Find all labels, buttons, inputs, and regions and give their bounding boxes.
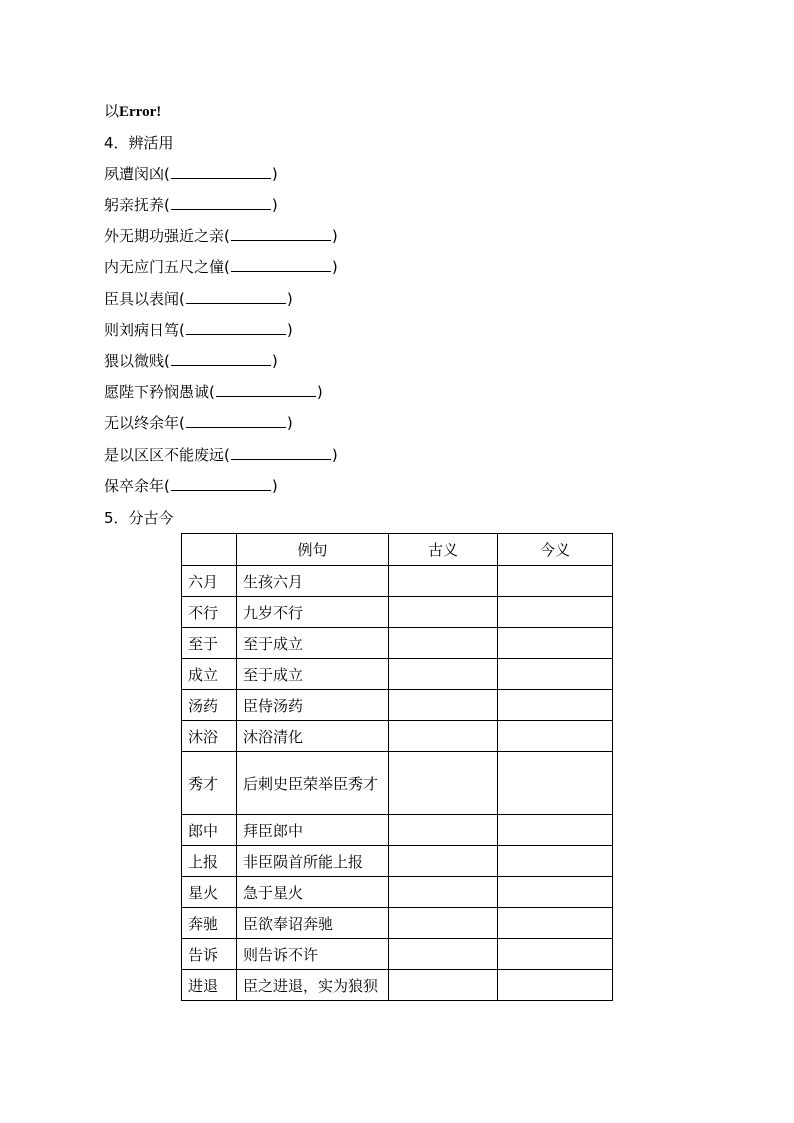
word-cell: 秀才 [182, 752, 237, 815]
example-cell: 急于星火 [237, 877, 389, 908]
close-paren: ) [286, 290, 293, 308]
close-paren: ) [286, 321, 293, 339]
example-cell: 九岁不行 [237, 597, 389, 628]
practice-item-text: 内无应门五尺之僮( [104, 258, 230, 276]
answer-blank[interactable] [231, 257, 331, 272]
example-cell: 拜臣郎中 [237, 815, 389, 846]
ancient-modern-table [181, 533, 613, 1001]
table-row [182, 659, 613, 690]
ancient-meaning-cell[interactable] [389, 721, 498, 752]
table-row [182, 752, 613, 815]
practice-item [104, 476, 278, 496]
practice-item [104, 257, 338, 277]
word-cell: 六月 [182, 566, 237, 597]
practice-item [104, 164, 278, 184]
practice-item-text: 愿陛下矜悯愚诚( [104, 383, 215, 401]
modern-meaning-cell[interactable] [498, 566, 613, 597]
table-row [182, 628, 613, 659]
close-paren: ) [331, 258, 338, 276]
word-cell: 不行 [182, 597, 237, 628]
modern-meaning-cell[interactable] [498, 877, 613, 908]
modern-meaning-cell[interactable] [498, 752, 613, 815]
practice-item-text: 则刘病日笃( [104, 321, 185, 339]
modern-meaning-cell[interactable] [498, 690, 613, 721]
header-cell-ancient: 古义 [389, 534, 498, 566]
word-cell: 进退 [182, 970, 237, 1001]
close-paren: ) [271, 352, 278, 370]
modern-meaning-cell[interactable] [498, 659, 613, 690]
intro-text: 以 [104, 102, 120, 120]
table-row [182, 690, 613, 721]
practice-item-text: 是以区区不能废远( [104, 446, 230, 464]
practice-item-text: 躬亲抚养( [104, 196, 170, 214]
practice-item [104, 382, 323, 402]
header-cell-example: 例句 [237, 534, 389, 566]
word-cell: 成立 [182, 659, 237, 690]
word-cell: 奔驰 [182, 908, 237, 939]
ancient-meaning-cell[interactable] [389, 690, 498, 721]
close-paren: ) [331, 446, 338, 464]
practice-item-text: 保卒余年( [104, 477, 170, 495]
modern-meaning-cell[interactable] [498, 628, 613, 659]
example-cell: 臣欲奉诏奔驰 [237, 908, 389, 939]
error-line [104, 101, 161, 122]
modern-meaning-cell[interactable] [498, 970, 613, 1001]
practice-item [104, 289, 293, 309]
close-paren: ) [286, 414, 293, 432]
answer-blank[interactable] [171, 195, 271, 210]
example-cell: 生孩六月 [237, 566, 389, 597]
close-paren: ) [271, 165, 278, 183]
table-row [182, 566, 613, 597]
practice-item-text: 外无期功强近之亲( [104, 227, 230, 245]
answer-blank[interactable] [171, 351, 271, 366]
practice-item-text: 猥以微贱( [104, 352, 170, 370]
table-row [182, 721, 613, 752]
modern-meaning-cell[interactable] [498, 908, 613, 939]
error-text: Error! [119, 104, 162, 120]
practice-item [104, 226, 338, 246]
table-row [182, 877, 613, 908]
answer-blank[interactable] [186, 289, 286, 304]
section4-heading: 4．辨活用 [104, 134, 174, 152]
header-cell-modern: 今义 [498, 534, 613, 566]
ancient-meaning-cell[interactable] [389, 659, 498, 690]
practice-item-text: 无以终余年( [104, 414, 185, 432]
modern-meaning-cell[interactable] [498, 597, 613, 628]
ancient-meaning-cell[interactable] [389, 908, 498, 939]
example-cell: 后刺史臣荣举臣秀才 [237, 752, 389, 815]
practice-item-text: 夙遭闵凶( [104, 165, 170, 183]
table-row [182, 815, 613, 846]
ancient-meaning-cell[interactable] [389, 939, 498, 970]
example-cell: 沐浴清化 [237, 721, 389, 752]
word-cell: 至于 [182, 628, 237, 659]
practice-item [104, 413, 293, 433]
close-paren: ) [331, 227, 338, 245]
close-paren: ) [271, 196, 278, 214]
word-cell: 上报 [182, 846, 237, 877]
practice-item [104, 320, 293, 340]
word-cell: 汤药 [182, 690, 237, 721]
table-row [182, 939, 613, 970]
modern-meaning-cell[interactable] [498, 721, 613, 752]
example-cell: 臣侍汤药 [237, 690, 389, 721]
table-row [182, 908, 613, 939]
table-row [182, 970, 613, 1001]
section5-heading: 5．分古今 [104, 509, 174, 527]
answer-blank[interactable] [171, 164, 271, 179]
ancient-meaning-cell[interactable] [389, 566, 498, 597]
table-row [182, 597, 613, 628]
answer-blank[interactable] [171, 476, 271, 491]
table-header-row [182, 534, 613, 566]
answer-blank[interactable] [186, 320, 286, 335]
word-cell: 告诉 [182, 939, 237, 970]
word-cell: 星火 [182, 877, 237, 908]
answer-blank[interactable] [231, 226, 331, 241]
modern-meaning-cell[interactable] [498, 939, 613, 970]
practice-item [104, 195, 278, 215]
ancient-meaning-cell[interactable] [389, 597, 498, 628]
answer-blank[interactable] [186, 413, 286, 428]
modern-meaning-cell[interactable] [498, 815, 613, 846]
close-paren: ) [316, 383, 323, 401]
answer-blank[interactable] [231, 445, 331, 460]
word-cell: 沐浴 [182, 721, 237, 752]
practice-item-text: 臣具以表闻( [104, 290, 185, 308]
example-cell: 至于成立 [237, 628, 389, 659]
table-row [182, 846, 613, 877]
practice-item [104, 351, 278, 371]
ancient-meaning-cell[interactable] [389, 970, 498, 1001]
ancient-meaning-cell[interactable] [389, 752, 498, 815]
practice-item [104, 445, 338, 465]
header-cell [182, 534, 237, 566]
ancient-meaning-cell[interactable] [389, 846, 498, 877]
example-cell: 则告诉不许 [237, 939, 389, 970]
ancient-meaning-cell[interactable] [389, 877, 498, 908]
word-cell: 郎中 [182, 815, 237, 846]
example-cell: 非臣陨首所能上报 [237, 846, 389, 877]
ancient-meaning-cell[interactable] [389, 815, 498, 846]
example-cell: 至于成立 [237, 659, 389, 690]
close-paren: ) [271, 477, 278, 495]
ancient-meaning-cell[interactable] [389, 628, 498, 659]
example-cell: 臣之进退，实为狼狈 [237, 970, 389, 1001]
modern-meaning-cell[interactable] [498, 846, 613, 877]
answer-blank[interactable] [216, 382, 316, 397]
